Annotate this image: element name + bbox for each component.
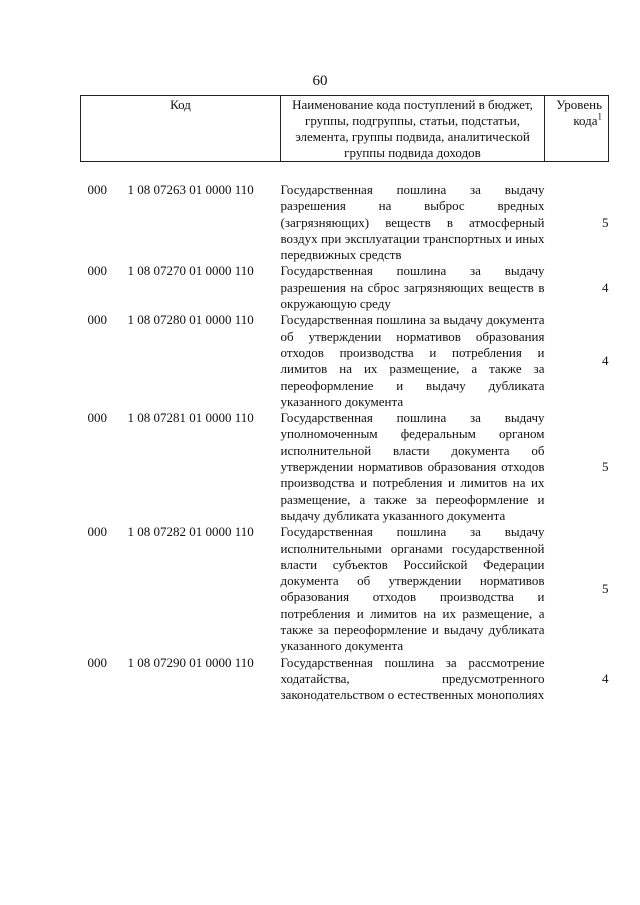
budget-code: 1 08 07281 01 0000 110	[127, 410, 254, 426]
table-row	[81, 410, 609, 524]
table-row	[81, 655, 609, 704]
admin-code: 000	[87, 182, 107, 197]
budget-code: 1 08 07282 01 0000 110	[127, 524, 254, 540]
header-level	[545, 96, 609, 162]
budget-code: 1 08 07270 01 0000 110	[127, 263, 254, 279]
table-header-row	[81, 96, 609, 162]
table-row	[81, 182, 609, 263]
code-cell	[81, 263, 281, 312]
header-spacer	[81, 162, 609, 183]
code-level: 5	[602, 581, 609, 597]
code-cell	[81, 655, 281, 704]
code-cell	[81, 182, 281, 263]
admin-code: 000	[87, 312, 107, 328]
code-name: Государственная пошлина за выдачу разрешения на выброс вредных (загрязняющих) веществ в атмосферный воздух при эксплуатации транспортных и иных передвижных средств	[280, 182, 545, 263]
code-name: Государственная пошлина за выдачу разрешения на сброс загрязняющих веществ в окружающую среду	[280, 263, 545, 312]
code-cell	[81, 312, 281, 410]
code-cell	[81, 524, 281, 654]
code-name: Государственная пошлина за выдачу документа об утверждении нормативов образования отходов производства и потребления и лимитов на их размещение, а также за переоформление и выдачу дубликата указанного документа	[280, 312, 545, 409]
code-level: 5	[602, 214, 609, 230]
code-cell	[81, 410, 281, 524]
budget-code: 1 08 07290 01 0000 110	[127, 654, 254, 670]
code-level: 5	[602, 459, 609, 475]
budget-code: 1 08 07280 01 0000 110	[127, 312, 254, 328]
admin-code: 000	[87, 263, 107, 279]
code-level: 4	[602, 279, 609, 295]
admin-code: 000	[87, 654, 107, 670]
admin-code: 000	[87, 410, 107, 426]
code-level: 4	[602, 670, 609, 686]
table-row	[81, 263, 609, 312]
table-row	[81, 524, 609, 654]
revenue-codes-table	[80, 95, 609, 704]
footnote-marker: 1	[597, 111, 602, 122]
page-number: 60	[312, 73, 328, 89]
table-row	[81, 312, 609, 410]
header-level-label: Уровень кода	[556, 97, 602, 128]
header-kod: Код	[81, 96, 281, 162]
admin-code: 000	[87, 524, 107, 540]
code-name: Государственная пошлина за рассмотрение ходатайства, предусмотренного законодательством о естественных монополиях	[280, 654, 545, 703]
code-level: 4	[602, 353, 609, 369]
code-name: Государственная пошлина за выдачу исполнительными органами государственной власти субъектов Российской Федерации документа об утверждении нормативов образования отходов производства и потребления и лимитов на их размещение, а также за переоформление и выдачу дубликата указанного документа	[280, 524, 545, 654]
header-name: Наименование кода поступлений в бюджет, группы, подгруппы, статьи, подстатьи, элемента, группы подвида, аналитической группы подвида доходов	[281, 96, 545, 162]
budget-code: 1 08 07263 01 0000 110	[127, 182, 254, 197]
code-name: Государственная пошлина за выдачу уполномоченным федеральным органом исполнительной власти документа об утверждении нормативов образования отходов производства и потребления и лимитов на их размещение, а также за переоформление и выдачу дубликата указанного документа	[280, 410, 545, 523]
